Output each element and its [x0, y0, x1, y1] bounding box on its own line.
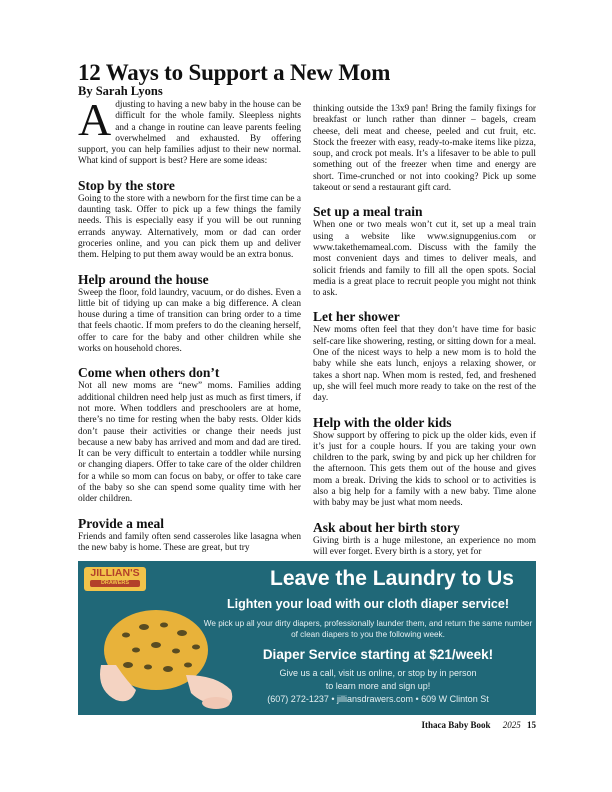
advertisement-banner[interactable]: [78, 561, 536, 715]
section-text: Going to the store with a newborn for the first time can be a daunting task. Offer to pick up a few things the family needs. This is especially easy if you will be out running errands anyway. Alternatively, mom or dad can order groceries online, and you can pick them up and deliver them. Helping to put them away would be an extra bonus.: [78, 193, 301, 261]
section-heading: Stop by the store: [78, 177, 175, 193]
page-number: 15: [527, 720, 536, 730]
logo-name: JILLIAN'S: [90, 567, 140, 579]
brand-logo: [84, 567, 146, 591]
ad-headline: Leave the Laundry to Us: [270, 567, 514, 590]
ad-contact: [228, 667, 528, 706]
article-column-left: [78, 94, 301, 554]
article-column-right: [313, 104, 536, 571]
contact-line: to learn more and sign up!: [325, 681, 431, 691]
contact-details[interactable]: (607) 272-1237 • jilliansdrawers.com • 609 W Clinton St: [267, 694, 489, 704]
section-text: Show support by offering to pick up the older kids, even if it’s just for a couple hours. If you are taking your own children to the park, swing by and pick up her children for the afternoon. This gets them out of the house and gives mom a break. Driving the kids to school or to activities is also a big help for a family with a new baby. Time alone with baby may be just what mom needs.: [313, 430, 536, 509]
section-heading: Help with the older kids: [313, 414, 452, 430]
section-heading: Provide a meal: [78, 515, 164, 531]
section-text: Friends and family often send casseroles like lasagna when the new baby is home. These are great, but try: [78, 531, 301, 553]
section-heading: Help around the house: [78, 271, 209, 287]
baby-illustration: [96, 595, 246, 713]
publication-year: 2025: [502, 720, 521, 730]
section-text: Not all new moms are “new” moms. Families adding additional children need help just as much as first timers, if not more. When toddlers and preschoolers are at home, there’s no time for resting when the baby rests. Older kids don’t pause their activities or change their needs just because a new baby has arrived and mom and dad are tired. It can be very difficult to entertain a toddler while nursing or changing diapers. Offer to take care of the older children for a while so mom can focus on baby, or offer to take care of the baby so she can spend some quality time with her older children.: [78, 381, 301, 505]
section-text: Sweep the floor, fold laundry, vacuum, or do dishes. Even a little bit of tidying up can make a big difference. A clean house during a time of transition can bring order to a time that feels chaotic. If mom prefers to do the cleaning herself, offer to care for the baby and other children while she works on household chores.: [78, 287, 301, 355]
ad-body-text: We pick up all your dirty diapers, professionally launder them, and return the same number of clean diapers to you the following week.: [203, 619, 533, 639]
intro-text: djusting to having a new baby in the house can be difficult for the whole family. Sleepless nights and a change in routine can leave parents feeling overwhelmed and exhausted. By offering support, you can help families adjust to their new normal. What kind of support is best? Here are some ideas:: [78, 100, 301, 167]
drop-cap: A: [78, 94, 112, 145]
intro-paragraph: [78, 94, 301, 168]
section-text: When one or two meals won’t cut it, set up a meal train using a website like www.signupgenius.com or www.takethemameal.com. Discuss with the family the most convenient days and times to deliver meals, and solicit friends and family to fill all the open spots. Social media is a great place to recruit people you might not think to ask.: [313, 220, 536, 299]
section-heading: Ask about her birth story: [313, 519, 460, 535]
article-title: 12 Ways to Support a New Mom: [78, 60, 391, 85]
section-heading: Set up a meal train: [313, 204, 423, 220]
logo-sub: DRAWERS: [90, 580, 140, 587]
page-footer: [421, 720, 536, 730]
section-heading: Come when others don’t: [78, 365, 220, 381]
section-text: Giving birth is a huge milestone, an experience no mom will ever forget. Every birth is a story, yet for: [313, 535, 536, 557]
ad-offer: Diaper Service starting at $21/week!: [262, 647, 494, 662]
publication-name: Ithaca Baby Book: [421, 720, 491, 730]
article-byline: By Sarah Lyons: [78, 84, 163, 98]
section-heading: Let her shower: [313, 309, 400, 325]
continued-paragraph: thinking outside the 13x9 pan! Bring the family fixings for breakfast or lunch rather than dinner – bagels, cream cheese, deli meat and cheese, peeled and cut fruit, etc. Stock the freezer with easy, ready-to-make items like pizza, soup, and crock pot meals. It’s a lifesaver to be able to pull something out of the freezer when time and energy are short. Time-crunched or not into cooking? Pick up some takeout or send a restaurant gift card.: [313, 104, 536, 194]
section-text: New moms often feel that they don’t have time for basic self-care like showering, resting, or sitting down for a meal. One of the nicest ways to help a new mom is to hold the baby while she eats lunch, enjoys a relaxing shower, or takes a short nap. When mom is rested, fed, and freshened up, she will feel much more ready to take on the rest of the day.: [313, 325, 536, 404]
contact-line: Give us a call, visit us online, or stop by in person: [279, 668, 477, 678]
ad-subheadline: Lighten your load with our cloth diaper service!: [227, 597, 509, 611]
